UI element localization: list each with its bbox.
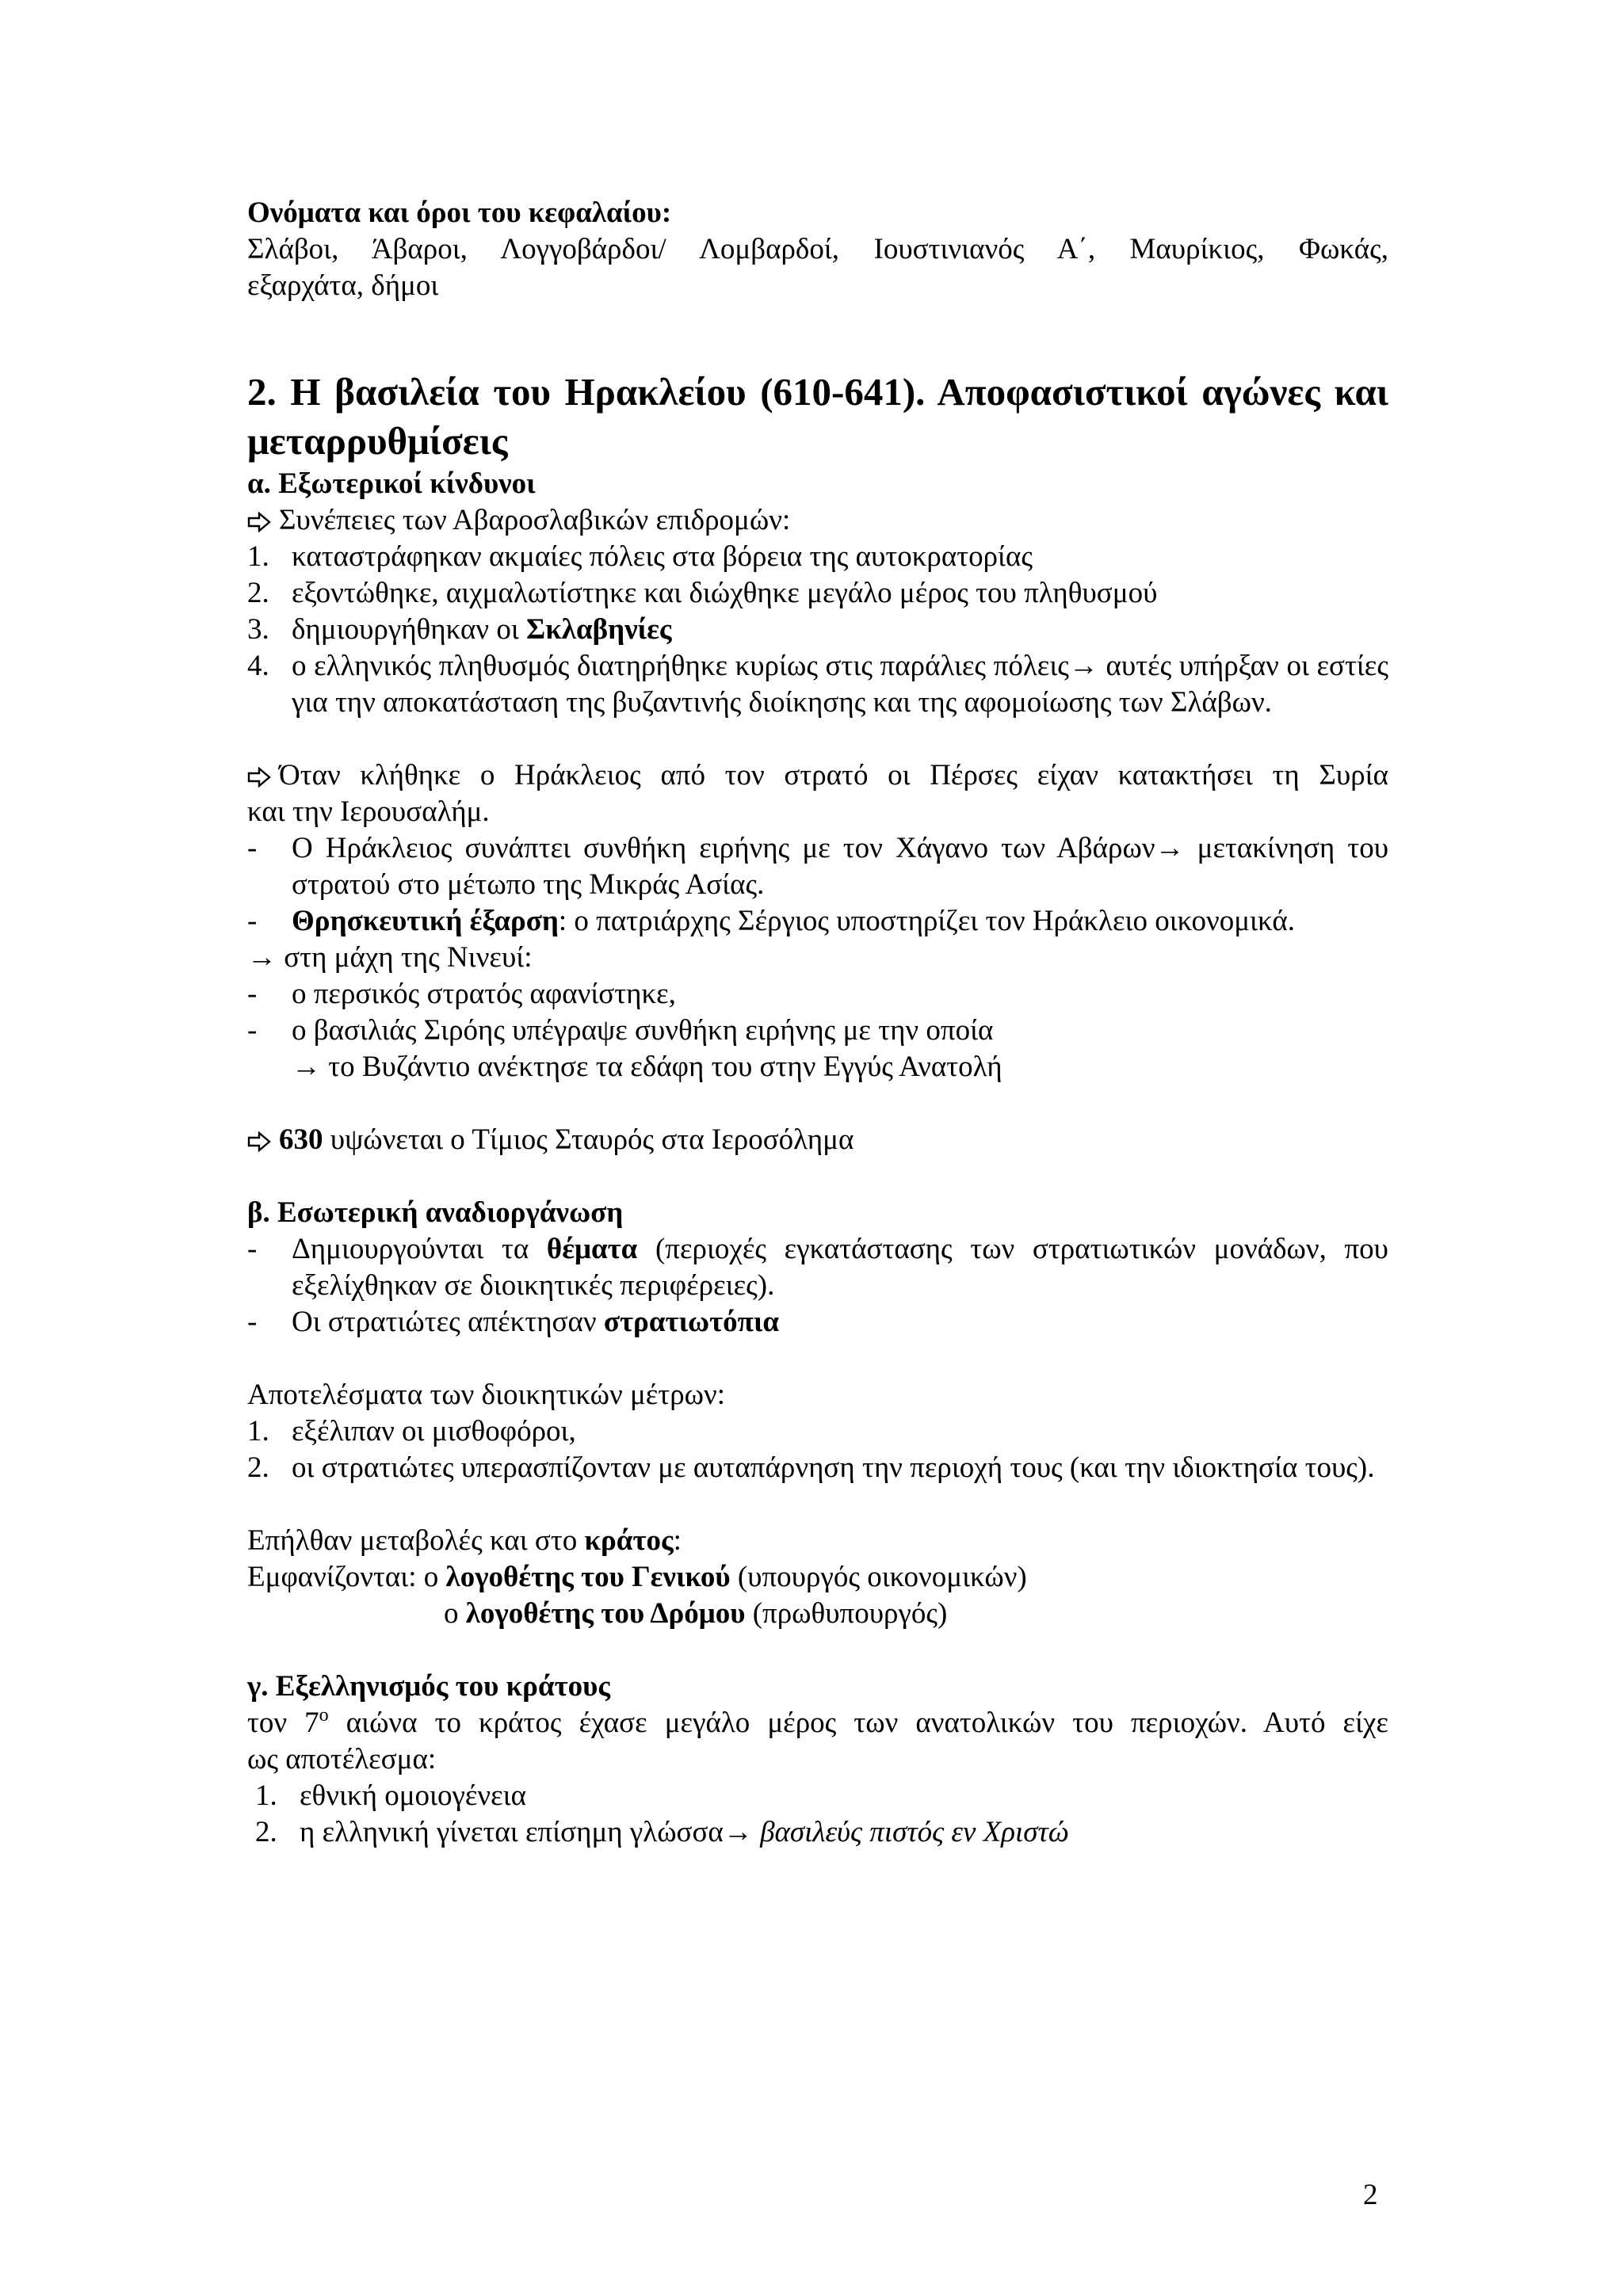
list-item <box>247 1450 1388 1486</box>
hellenization-pre: τον 7 <box>247 1707 319 1739</box>
list-number: 2. <box>247 1451 269 1484</box>
dash-text <box>292 830 1388 903</box>
cross-year: 630 <box>279 1123 323 1156</box>
heraclius-intro-line-1 <box>247 757 1388 794</box>
right-arrow-icon: → <box>292 1051 321 1083</box>
consequences-intro <box>247 502 1388 539</box>
hollow-right-arrow-icon <box>247 757 279 794</box>
list-text-pre: η ελληνική γίνεται επίσημη γλώσσα <box>300 1816 724 1848</box>
dash-item <box>247 903 1388 940</box>
hollow-right-arrow-icon <box>247 502 279 539</box>
terms-heading: Ονόματα και όροι του κεφαλαίου: <box>247 196 672 229</box>
dash-text-post: : ο πατριάρχης Σέργιος υποστηρίζει τον Ηράκλειο οικονομικά. <box>558 905 1295 937</box>
dash-text-bold: στρατιωτόπια <box>603 1306 780 1338</box>
list-text: εξέλιπαν οι μισθοφόροι, <box>292 1415 576 1447</box>
dash-marker: - <box>247 1306 258 1338</box>
list-number: 3. <box>247 613 269 646</box>
subsection-a-heading: α. Εξωτερικοί κίνδυνοι <box>247 467 536 500</box>
right-arrow-icon: → <box>247 941 277 974</box>
section-title-line-1: 2. Η βασιλεία του Ηρακλείου (610-641). Αποφασιστικοί αγώνες και <box>247 370 1388 414</box>
hellenization-post: αιώνα το κράτος έχασε μεγάλο μέρος των ανατολικών του περιοχών. Αυτό είχε <box>328 1707 1388 1739</box>
list-number: 1. <box>255 1779 277 1812</box>
results-intro: Αποτελέσματα των διοικητικών μέτρων: <box>247 1379 726 1411</box>
list-text: καταστράφηκαν ακμαίες πόλεις στα βόρεια της αυτοκρατορίας <box>292 540 1033 573</box>
list-text-pre: δημιουργήθηκαν οι <box>292 613 527 646</box>
list-text <box>292 648 1388 721</box>
dash-item <box>247 830 1388 903</box>
appear-pre: Εμφανίζονται: ο <box>247 1561 446 1593</box>
dash-text <box>292 1304 1388 1341</box>
list-number: 1. <box>247 540 269 573</box>
right-arrow-icon: → <box>723 1816 753 1848</box>
dash-text-pre: Οι στρατιώτες απέκτησαν <box>292 1306 604 1338</box>
hellenization-line-1 <box>247 1705 1388 1741</box>
list-number: 4. <box>247 650 269 682</box>
state-bold: κράτος <box>584 1524 674 1557</box>
consequences-intro-text: Συνέπειες των Αβαροσλαβικών επιδρομών: <box>279 504 791 536</box>
dash-text-pre: Ο Ηράκλειος συνάπτει συνθήκη ειρήνης με τον Χάγανο των Αβάρων <box>292 832 1155 864</box>
heraclius-intro-line-2: και την Ιερουσαλήμ. <box>247 795 490 828</box>
right-arrow-icon: → <box>1068 650 1098 682</box>
right-arrow-icon: → <box>1155 832 1185 864</box>
appear-post: (υπουργός οικονομικών) <box>730 1561 1027 1593</box>
appear-bold: λογοθέτης του Γενικού <box>445 1561 731 1593</box>
list-item <box>247 1778 1388 1814</box>
dash-marker: - <box>247 1014 258 1047</box>
appear-line-1 <box>247 1559 1388 1596</box>
dash-text <box>292 903 1388 940</box>
list-item <box>247 648 1388 721</box>
dash-text <box>292 1231 1388 1304</box>
list-text: εξοντώθηκε, αιχμαλωτίστηκε και διώχθηκε μεγάλο μέρος του πληθυσμού <box>292 577 1158 609</box>
terms-line-2: εξαρχάτα, δήμοι <box>247 269 439 302</box>
subsection-c-heading: γ. Εξελληνισμός του κράτους <box>247 1670 610 1703</box>
terms-line-1: Σλάβοι, Άβαροι, Λογγοβάρδοι/ Λομβαρδοί, Ιουστινιανός Α΄, Μαυρίκιος, Φωκάς, <box>247 233 1388 265</box>
dash-text-bold: Θρησκευτική έξαρση <box>292 905 559 937</box>
subsection-b-heading: β. Εσωτερική αναδιοργάνωση <box>247 1196 624 1229</box>
list-text <box>292 612 1388 648</box>
dash-text-post: μετακίνηση του στρατού στο μέτωπο της Μικράς Ασίας. <box>292 832 1389 901</box>
list-text-pre: ο ελληνικός πληθυσμός διατηρήθηκε κυρίως στις παράλιες πόλεις <box>292 650 1069 682</box>
battle-intro <box>247 940 1388 976</box>
battle-intro-text: στη μάχη της Νινευί: <box>284 941 533 974</box>
list-number: 1. <box>247 1415 269 1447</box>
page-number: 2 <box>1363 2179 1378 2211</box>
hollow-right-arrow-icon <box>247 1122 279 1158</box>
cross-text: υψώνεται ο Τίμιος Σταυρός στα Ιεροσόλημα <box>323 1123 854 1156</box>
spacer <box>247 1632 1388 1669</box>
spacer <box>247 1341 1388 1377</box>
page-content <box>247 195 1388 1851</box>
dash-text-post: (περιοχές εγκατάστασης των στρατιωτικών μονάδων, που εξελίχθηκαν σε διοικητικές περιφέρειες). <box>292 1233 1388 1302</box>
appear-line-2 <box>247 1596 1388 1632</box>
dash-text-pre: Δημιουργούνται τα <box>292 1233 547 1265</box>
state-pre: Επήλθαν μεταβολές και στο <box>247 1524 585 1557</box>
section-title-line-2: μεταρρυθμίσεις <box>247 419 508 463</box>
spacer <box>247 1158 1388 1195</box>
dash-item <box>247 1013 1388 1049</box>
dash-marker: - <box>247 832 258 864</box>
state-changes <box>247 1523 1388 1559</box>
hellenization-sup: ο <box>319 1705 329 1726</box>
list-text-post: αυτές υπήρξαν οι εστίες για την αποκατάσταση της βυζαντινής διοίκησης και της αφομοίωσης των Σλάβων. <box>292 650 1388 719</box>
appear2-pre: ο <box>444 1597 466 1630</box>
dash-marker: - <box>247 978 258 1010</box>
cross-line <box>247 1122 1388 1158</box>
list-item <box>247 612 1388 648</box>
dash-item <box>247 976 1388 1013</box>
list-text-italic: βασιλεύς πιστός εν Χριστώ <box>760 1816 1069 1848</box>
list-text-bold: Σκλαβηνίες <box>526 613 672 646</box>
battle-result-text: το Βυζάντιο ανέκτησε τα εδάφη του στην Εγγύς Ανατολή <box>328 1051 1002 1083</box>
appear2-bold: λογοθέτης του Δρόμου <box>465 1597 746 1630</box>
hellenization-line-2: ως αποτέλεσμα: <box>247 1743 437 1775</box>
dash-text: ο βασιλιάς Σιρόης υπέγραψε συνθήκη ειρήνης με την οποία <box>292 1014 994 1047</box>
dash-text-bold: θέματα <box>546 1233 638 1265</box>
state-post: : <box>673 1524 682 1557</box>
list-number: 2. <box>255 1816 277 1848</box>
dash-text: ο περσικός στρατός αφανίστηκε, <box>292 978 676 1010</box>
list-item <box>247 1413 1388 1450</box>
spacer <box>247 1486 1388 1523</box>
list-item <box>247 1814 1388 1851</box>
dash-item <box>247 1231 1388 1304</box>
section-title <box>247 368 1388 466</box>
list-text: εθνική ομοιογένεια <box>300 1779 526 1812</box>
heraclius-intro-text: Όταν κλήθηκε ο Ηράκλειος από τον στρατό οι Πέρσες είχαν κατακτήσει τη Συρία <box>279 759 1388 791</box>
list-item <box>247 539 1388 575</box>
appear2-post: (πρωθυπουργός) <box>745 1597 948 1630</box>
list-text: οι στρατιώτες υπερασπίζονταν με αυταπάρνηση την περιοχή τους (και την ιδιοκτησία τους). <box>292 1451 1375 1484</box>
dash-marker: - <box>247 1233 258 1265</box>
dash-marker: - <box>247 905 258 937</box>
list-item <box>247 575 1388 612</box>
list-text <box>300 1814 1388 1851</box>
list-number: 2. <box>247 577 269 609</box>
spacer <box>247 1085 1388 1122</box>
dash-item <box>247 1304 1388 1341</box>
spacer <box>247 721 1388 757</box>
battle-result <box>247 1049 1388 1085</box>
